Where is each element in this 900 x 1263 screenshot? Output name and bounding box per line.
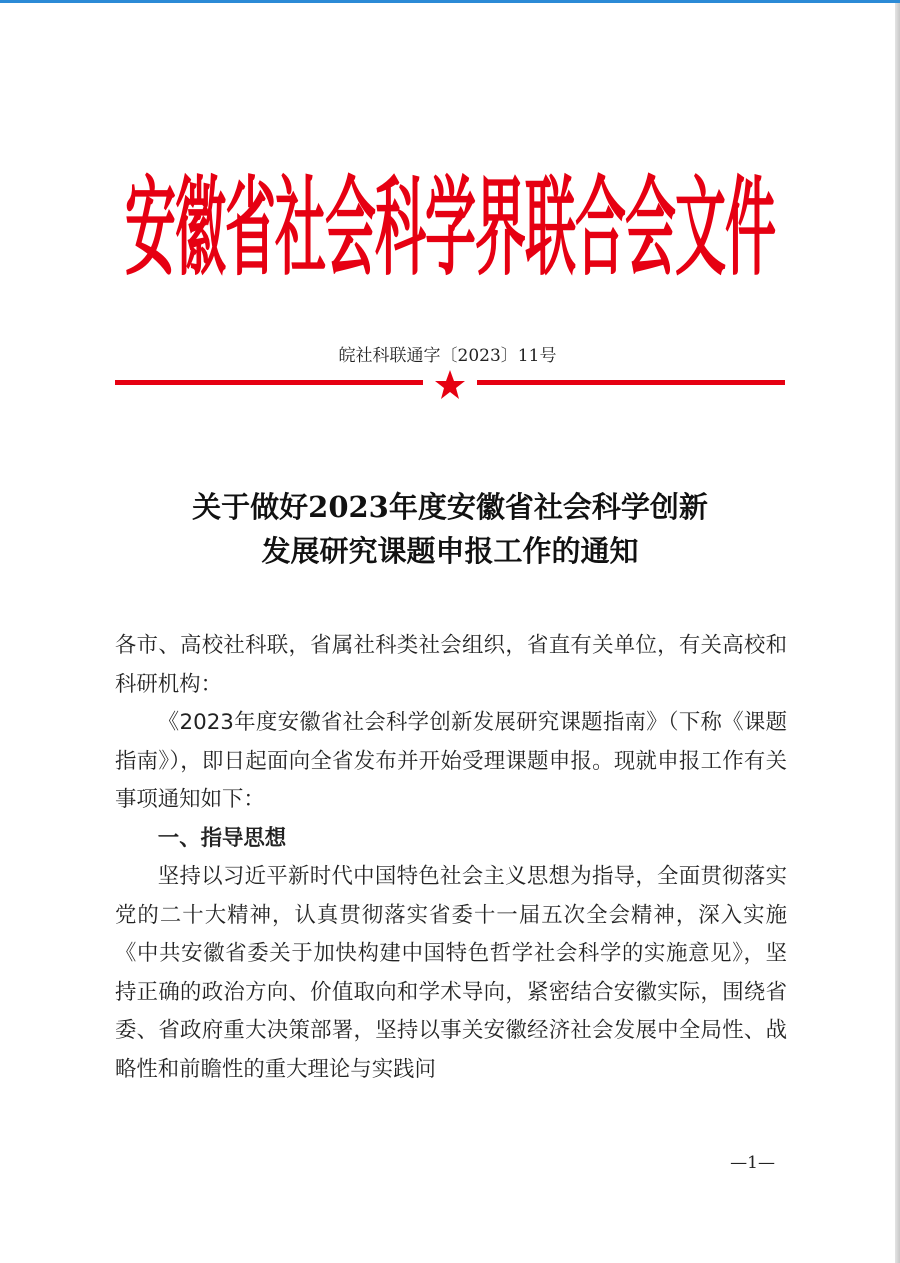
red-star-icon — [433, 368, 467, 402]
title-line-1: 关于做好2023年度安徽省社会科学创新 — [192, 490, 708, 524]
divider-line-right — [477, 380, 785, 385]
document-number: 皖社科联通字〔2023〕11号 — [338, 346, 557, 366]
salutation: 各市、高校社科联，省属社科类社会组织，省直有关单位，有关高校和科研机构： — [115, 633, 787, 697]
page-number: —1— — [730, 1153, 775, 1173]
red-divider — [115, 371, 785, 401]
section-heading: 一、指导思想 — [157, 825, 287, 851]
document-masthead: 安徽省社会科学界联合会文件 — [124, 168, 775, 292]
document-page — [0, 3, 895, 1263]
section-paragraph: 坚持以习近平新时代中国特色社会主义思想为指导，全面贯彻落实党的二十大精神，认真贯彻落实省委十一届五次全会精神，深入实施《中共安徽省委关于加快构建中国特色哲学社会科学的实施意见》，坚持正确的政治方向、价值取向和学术导向，紧密结合安徽实际，围绕省委、省政府重大决策部署，坚持以事关安徽经济社会发展中全局性、战略性和前瞻性的重大理论与实践问 — [115, 864, 787, 1082]
title-line-2: 发展研究课题申报工作的通知 — [261, 534, 639, 568]
divider-line-left — [115, 380, 423, 385]
document-body — [115, 627, 787, 1089]
document-title — [115, 485, 785, 573]
intro-paragraph: 《2023年度安徽省社会科学创新发展研究课题指南》（下称《课题指南》），即日起面向全省发布并开始受理课题申报。现就申报工作有关事项通知如下： — [115, 710, 787, 812]
page-edge-shadow — [895, 3, 900, 1263]
